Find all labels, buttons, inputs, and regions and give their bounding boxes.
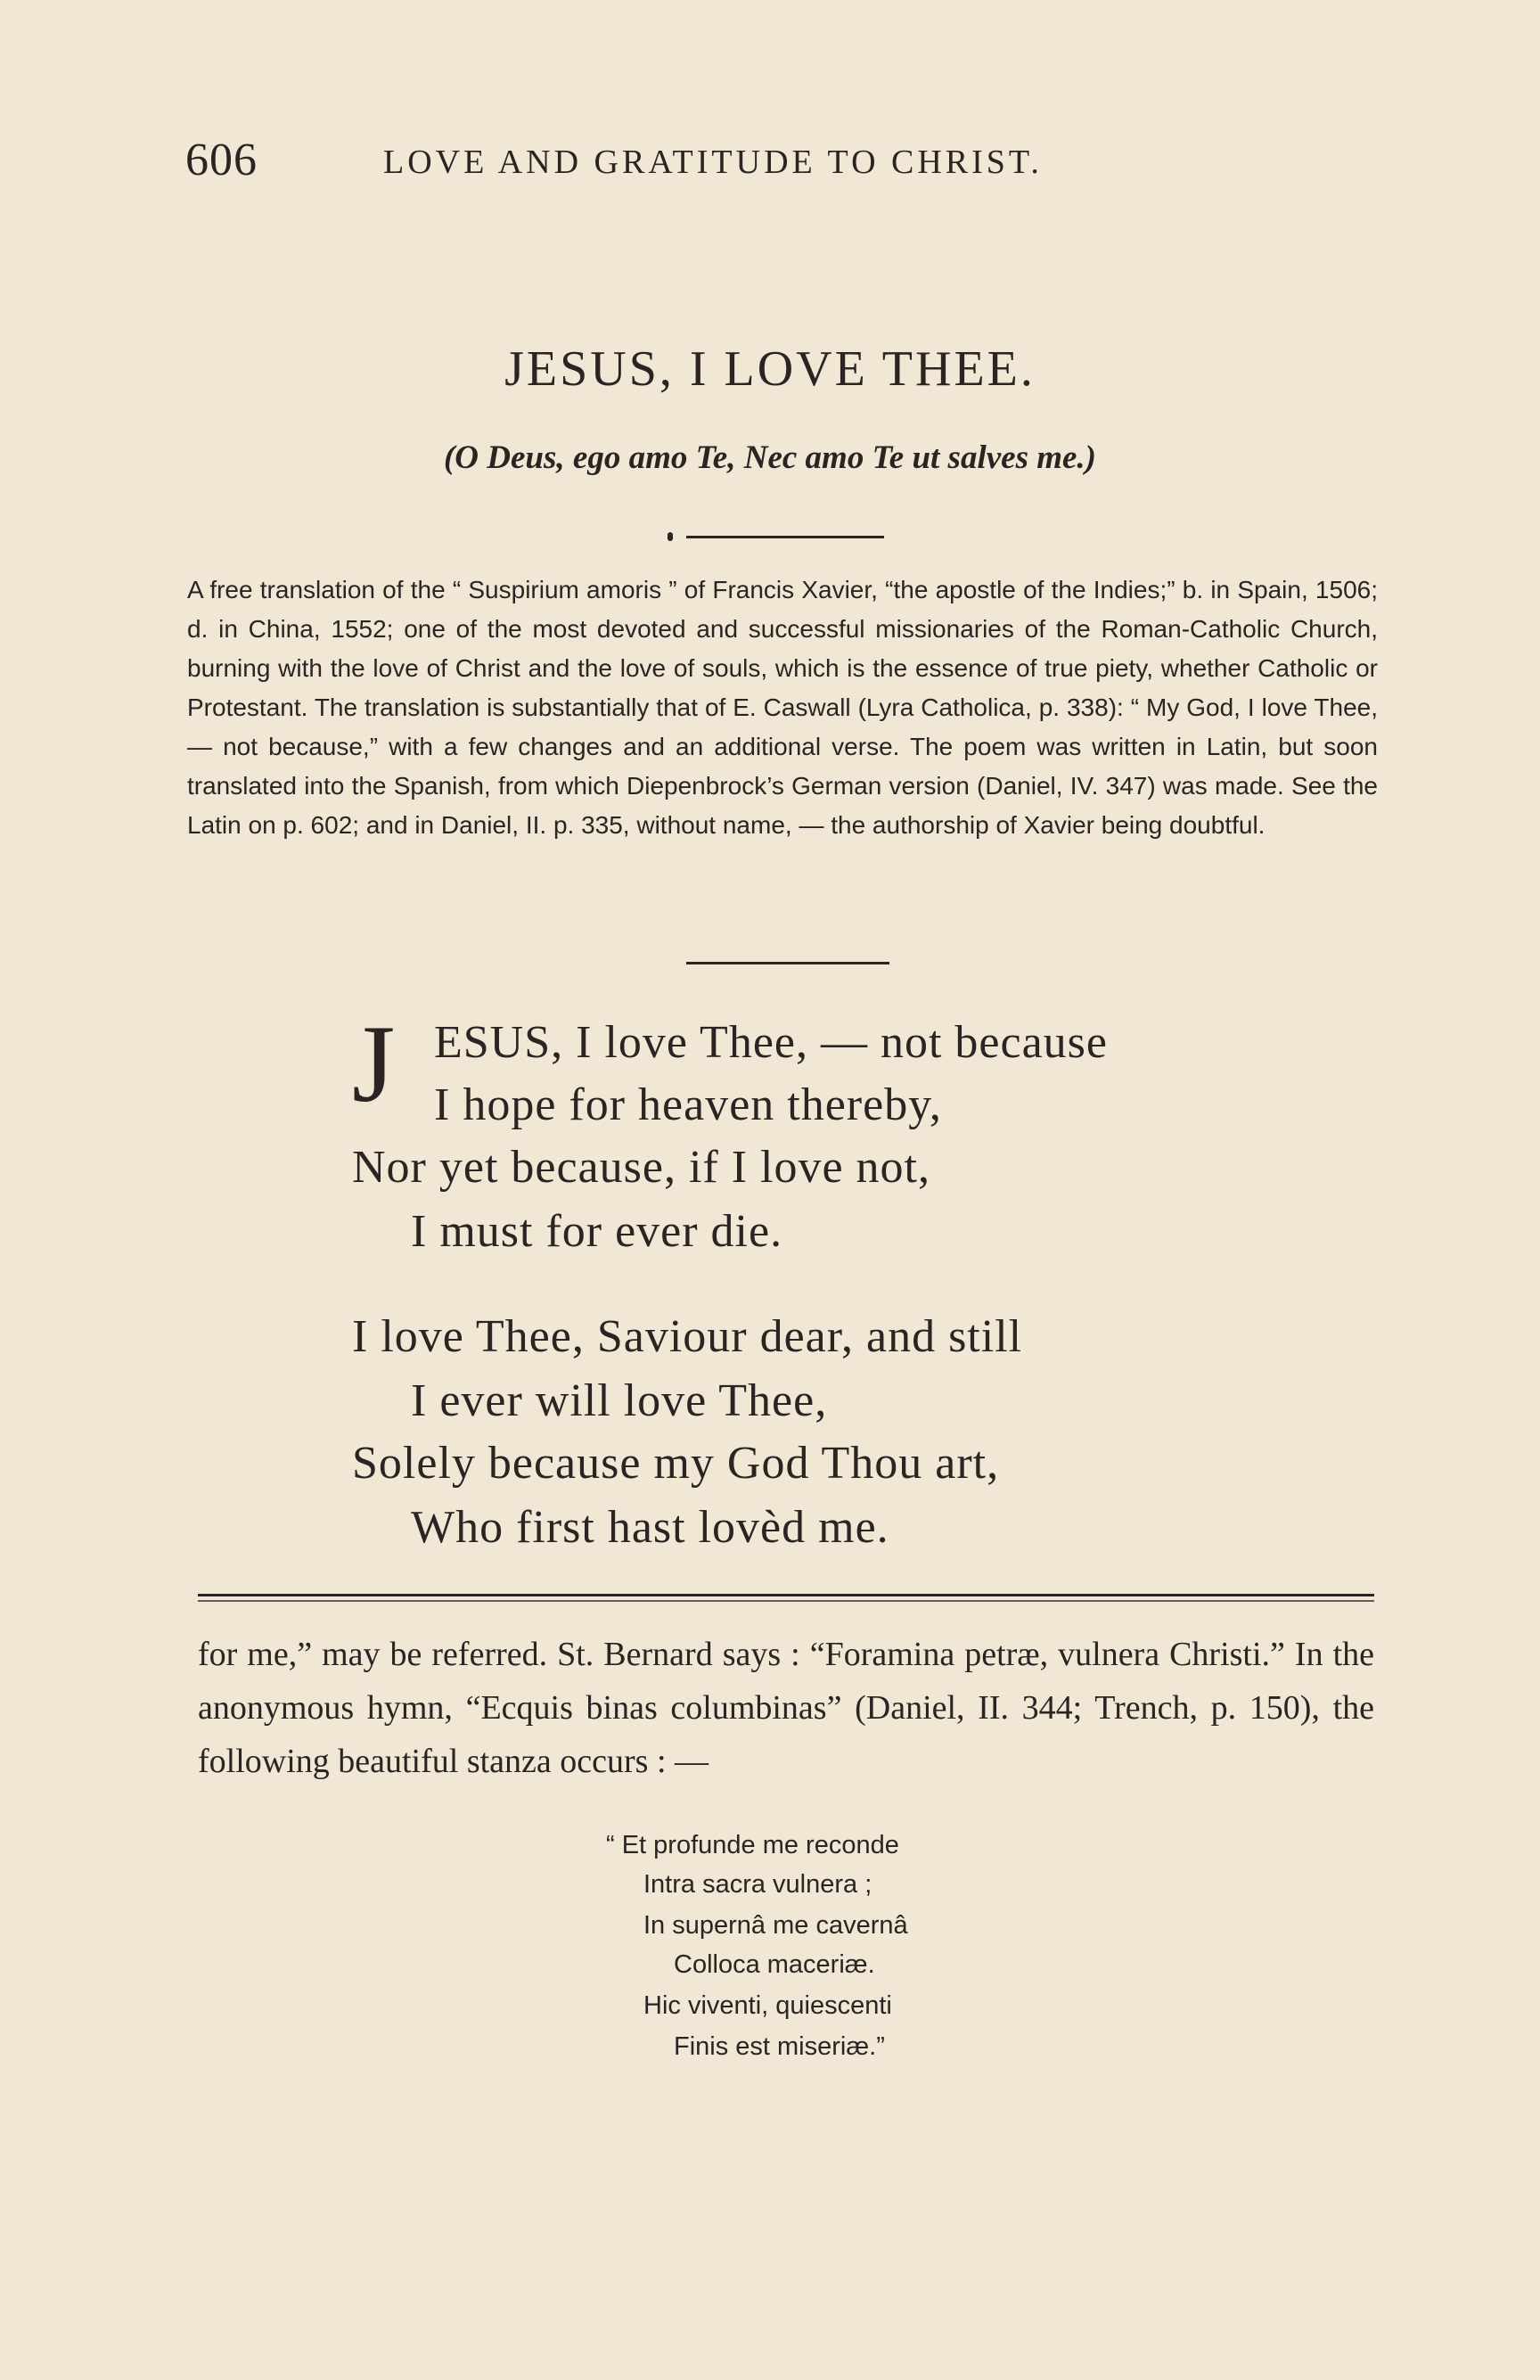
drop-cap: J bbox=[352, 1003, 396, 1125]
footnote-rule bbox=[198, 1594, 1374, 1596]
page-number: 606 bbox=[185, 135, 258, 185]
divider-rule bbox=[686, 536, 884, 538]
footnote-text: for me,” may be referred. St. Bernard says : “Foramina petræ, vulnera Christi.” In the anonymous hymn, “Ecquis binas columbinas” (Daniel, II. 344; Trench, p. 150), the following beautiful stanza occurs : — bbox=[198, 1636, 1374, 1780]
verse-line: Finis est miseriæ.” bbox=[674, 2032, 885, 2061]
verse-line: In supernâ me cavernâ bbox=[643, 1911, 908, 1940]
intro-note-text: A free translation of the “ Suspirium amoris ” of Francis Xavier, “the apostle of the Indies;” b. in Spain, 1506; d. in China, 1552; one of the most devoted and successful missionaries of the Roman-Catholic Church, burning with the love of Christ and the love of souls, which is the essence of true piety, whether Catholic or Protestant. The translation is substantially that of E. Caswall (Lyra Catholica, p. 338): “ My God, I love Thee, — not because,” with a few changes and an additional verse. The poem was written in Latin, but soon translated into the Spanish, from which Diepenbrock’s German version (Daniel, IV. 347) was made. See the Latin on p. 602; and in Daniel, II. p. 335, without name, — the authorship of Xavier being doubtful. bbox=[187, 576, 1378, 839]
stanza-line: I love Thee, Saviour dear, and still bbox=[352, 1311, 1023, 1362]
stanza-line: Nor yet because, if I love not, bbox=[352, 1142, 931, 1193]
latin-subtitle: (O Deus, ego amo Te, Nec amo Te ut salves me.) bbox=[443, 439, 1096, 476]
stanza-line: Solely because my God Thou art, bbox=[352, 1438, 1000, 1489]
verse-line: “ Et profunde me reconde bbox=[606, 1831, 899, 1859]
verse-line: Colloca maceriæ. bbox=[674, 1950, 875, 1979]
divider-rule bbox=[686, 962, 889, 964]
running-title: LOVE AND GRATITUDE TO CHRIST. bbox=[383, 144, 1043, 181]
stanza-line: I ever will love Thee, bbox=[411, 1375, 828, 1426]
intro-note bbox=[187, 570, 1378, 845]
stanza-line: ESUS, I love Thee, — not because bbox=[434, 1017, 1108, 1068]
verse-line: Hic viventi, quiescenti bbox=[643, 1991, 892, 2020]
hymn-title: JESUS, I LOVE THEE. bbox=[504, 341, 1036, 397]
verse-line: Intra sacra vulnera ; bbox=[643, 1870, 872, 1899]
stanza-line: I must for ever die. bbox=[411, 1206, 783, 1257]
stanza-line: I hope for heaven thereby, bbox=[434, 1079, 942, 1130]
ornament-dot bbox=[668, 532, 673, 541]
footnote-rule bbox=[198, 1600, 1374, 1602]
running-head bbox=[185, 134, 1184, 187]
footnote bbox=[198, 1628, 1374, 1788]
stanza-line: Who first hast lovèd me. bbox=[411, 1502, 889, 1553]
